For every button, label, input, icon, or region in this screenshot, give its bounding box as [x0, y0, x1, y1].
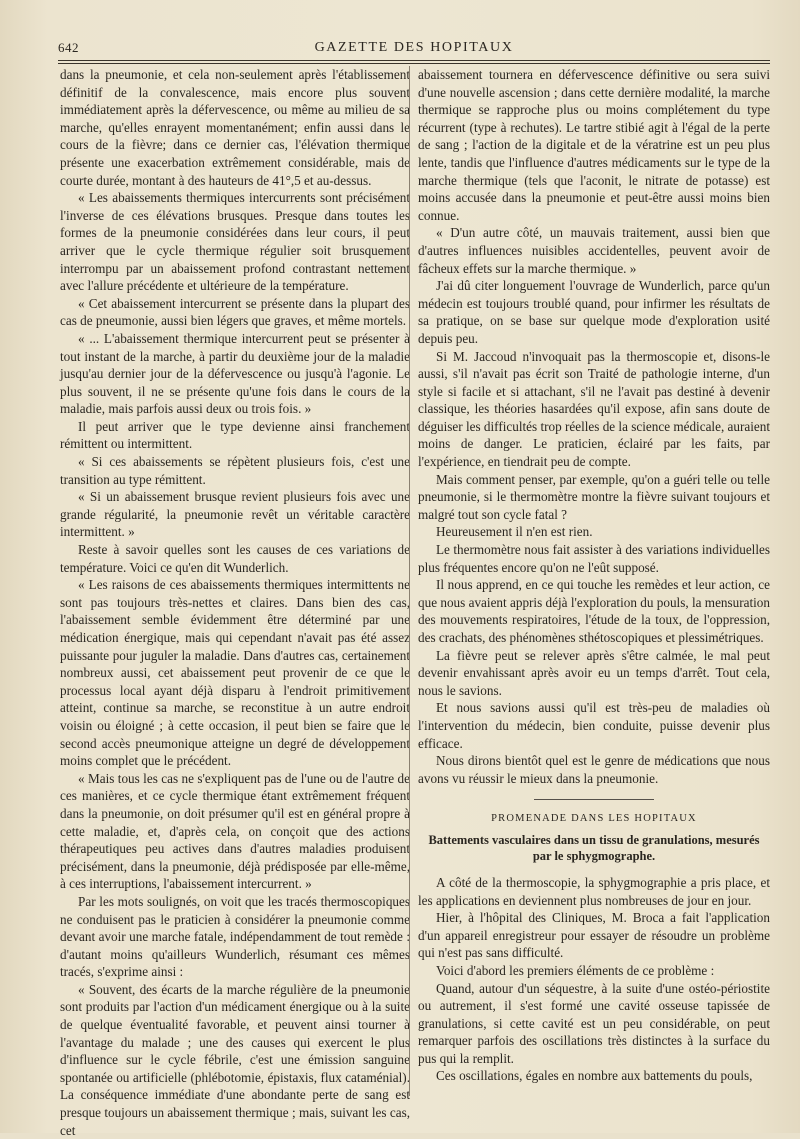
section-title: Battements vasculaires dans un tissu de granulations, mesurés par le sphygmographe. — [428, 832, 760, 863]
paragraph: J'ai dû citer longuement l'ouvrage de Wunderlich, parce qu'un médecin est toujours troublé quand, pour infirmer les résultats de sa pratique, on se base sur quelque mode d'exploration usité depuis peu. — [418, 278, 770, 346]
paragraph: Le thermomètre nous fait assister à des variations individuelles plus fréquentes encore qu'on ne l'eût supposé. — [418, 542, 770, 575]
column-divider — [409, 66, 410, 1096]
paragraph: Si M. Jaccoud n'invoquait pas la thermoscopie et, disons-le aussi, s'il n'avait pas écrit son Traité de pathologie interne, d'un style si facile et si attachant, s'il ne l'avait pas destiné à devenir classique, les théories hasardées qu'il expose, afin sans doute de déguiser les difficultés trop réelles de la science médicale, auraient moins de danger. Le praticien, éclairé par les faits, par l'expérience, en tiendrait peu de compte. — [418, 348, 770, 470]
paragraph: Hier, à l'hôpital des Cliniques, M. Broca a fait l'application d'un appareil enregistreur pour essayer de résoudre un problème qui n'est pas sans difficulté. — [418, 910, 770, 961]
journal-title: GAZETTE DES HOPITAUX — [314, 40, 514, 55]
paragraph: « Mais tous les cas ne s'expliquent pas de l'une ou de l'autre de ces manières, et ce cycle thermique étant extrêmement fréquent dans la pneumonie, on doit présumer qu'il est en général propre à cette maladie, et, d'après cela, on conçoit que des actions thérapeutiques peu actives dans d'autres maladies produisent précisément, dans la pneumonie, déjà prédisposée par elle-même, à ces interruptions, l'abaissement intercurrent. » — [60, 770, 410, 892]
paragraph: Mais comment penser, par exemple, qu'on a guéri telle ou telle pneumonie, si le thermomètre montre la fièvre suivant toujours et malgré tout son cycle fatal ? — [418, 471, 770, 522]
paragraph: A côté de la thermoscopie, la sphygmographie a pris place, et les applications en deviennent plus nombreuses de jour en jour. — [418, 874, 770, 908]
paragraph: « Si un abaissement brusque revient plusieurs fois avec une grande régularité, la pneumonie revêt un véritable caractère intermittent. » — [60, 489, 410, 540]
paragraph: Il nous apprend, en ce qui touche les remèdes et leur action, ce que nous avaient appris déjà l'exploration du pouls, la mensuration des mouvements respiratoires, l'étude de la toux, de l'oppression, des crachats, des phénomènes sthétoscopiques et plessimétriques. — [418, 577, 770, 645]
paragraph: « Souvent, des écarts de la marche régulière de la pneumonie sont produits par l'action d'un médicament énergique ou à la suite de quelque éventualité favorable, et peuvent ainsi tourner à l'avantage du malade ; une des causes qui exercent le plus d'influence sur le cycle fébrile, c'est une émission sanguine spontanée ou artificielle (phlébotomie, épistaxis, flux cataménial). La conséquence immédiate d'une abondante perte de sang est presque toujours un abaissement thermique ; mais, suivant les cas, cet — [60, 981, 410, 1138]
paragraph: « Si ces abaissements se répètent plusieurs fois, c'est une transition au type rémittent. — [60, 454, 410, 487]
page-number: 642 — [58, 40, 79, 55]
paragraph: Et nous savions aussi qu'il est très-peu de maladies où l'intervention du médecin, bien conduite, puisse devenir plus efficace. — [418, 700, 770, 751]
paragraph: La fièvre peut se relever après s'être calmée, le mal peut devenir envahissant après avoir eu un temps d'arrêt. Tout cela, nous le savions. — [418, 647, 770, 698]
right-column — [418, 66, 770, 1085]
section-label: PROMENADE DANS LES HOPITAUX — [491, 813, 697, 825]
paragraph: Heureusement il n'en est rien. — [436, 524, 593, 540]
section-separator — [534, 799, 654, 800]
paragraph: « D'un autre côté, un mauvais traitement, aussi bien que d'autres influences nuisibles accidentelles, peuvent avoir de fâcheux effets sur la marche thermique. » — [418, 225, 770, 276]
paragraph: Reste à savoir quelles sont les causes de ces variations de température. Voici ce qu'en dit Wunderlich. — [60, 542, 410, 575]
paragraph: « ... L'abaissement thermique intercurrent peut se présenter à tout instant de la marche, à partir du deuxième jour de la maladie jusqu'au dernier jour de la défervescence ou jusqu'à l'agonie. Le plus souvent, il ne se présente qu'une fois dans le cours de la maladie, mais parfois aussi deux ou trois fois. » — [60, 330, 410, 417]
paragraph: « Les raisons de ces abaissements thermiques intermittents ne sont pas toujours très-nettes et claires. Dans bien des cas, l'abaissement semble évidemment être déterminé par une médication énergique, mais qui cependant n'avait pas été assez puissante pour juguler la maladie. Dans d'autres cas, certainement nombreux aussi, cet abaissement peut provenir de ce que le processus local ayant déjà disparu à l'endroit primitivement atteint, continue sa marche, se reconstitue à un autre endroit voisin ou éloigné ; à cette occasion, il peut bien se faire que le second accès pneumonique atteigne un degré de développement moins complet que le précédent. — [60, 577, 410, 769]
paragraph: Voici d'abord les premiers éléments de ce problème : — [436, 962, 715, 978]
paragraph: Ces oscillations, égales en nombre aux battements du pouls, — [436, 1068, 753, 1084]
paragraph: Quand, autour d'un séquestre, à la suite d'une ostéo-périostite ou autrement, il s'est formé une cavité osseuse tapissée de granulations, si cette cavité est un peu considérable, on peut remarquer parfois des oscillations très distinctes à la surface du pus qui la remplit. — [418, 980, 770, 1066]
paragraph: abaissement tournera en défervescence définitive ou sera suivi d'une nouvelle ascension ; dans cette dernière modalité, la marche thermique se rapproche plus ou moins complétement du type récurrent (type à rechutes). Le tartre stibié agit à l'égal de la perte de sang ; l'action de la digitale et de la vératrine est un peu plus lente, tandis que l'influence d'autres médicaments sur le type de la marche thermique (tels que l'aconit, le nitrate de potasse) est moins accusée dans la pneumonie et peut-être aussi moins bien connue. — [418, 67, 770, 223]
page-header — [58, 34, 770, 56]
header-rule — [58, 60, 770, 64]
paragraph: « Les abaissements thermiques intercurrents sont précisément l'inverse de ces élévations brusques. Presque dans toutes les formes de la pneumonie considérées dans leur cours, il peut arriver que le cycle thermique régulier soit brusquement interrompu par un abaissement profond contrastant nettement avec l'allure précédente et ultérieure de la température. — [60, 190, 410, 294]
paragraph: dans la pneumonie, et cela non-seulement après l'établissement définitif de la convalescence, mais encore plus souvent immédiatement après la défervescence, ou même au milieu de sa marche, qu'elles enrayent momentanément; enfin aussi dans le cours de la fièvre; dans ce dernier cas, l'élévation thermique présente une exacerbation extrêmement considérable, mais de courte durée, montant à des hauteurs de 41°,5 et au-dessus. — [60, 67, 410, 188]
left-column — [60, 66, 410, 1139]
paragraph: « Cet abaissement intercurrent se présente dans la plupart des cas de pneumonie, aussi bien légers que graves, et même mortels. — [60, 295, 410, 329]
paragraph: Il peut arriver que le type devienne ainsi franchement rémittent ou intermittent. — [60, 418, 410, 452]
paragraph: Nous dirons bientôt quel est le genre de médications que nous avons vu réussir le mieux dans la pneumonie. — [418, 753, 770, 786]
paragraph: Par les mots soulignés, on voit que les tracés thermoscopiques ne conduisent pas le praticien à considérer la pneumonie comme devant avoir une marche fatale, indépendamment de tout remède : d'autant moins qu'ailleurs Wunderlich, résumant ces mêmes tracés, s'exprime ainsi : — [60, 893, 410, 980]
